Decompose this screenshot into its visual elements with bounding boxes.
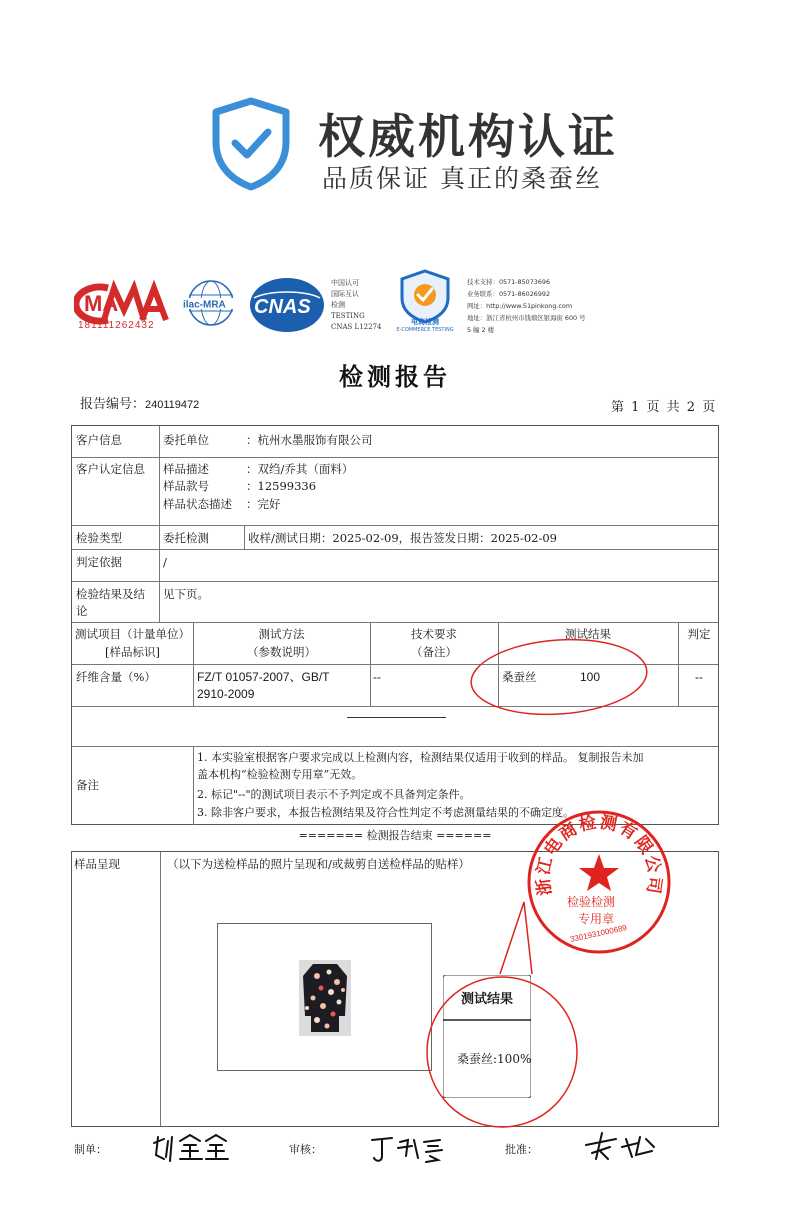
row-method: FZ/T 01057-2007、GB/T — [197, 670, 330, 684]
prepared-by-label: 制单： — [74, 1143, 107, 1156]
row-requirement: -- — [373, 670, 381, 684]
col-header-method: 测试方法 — [258, 627, 305, 641]
customer-confirm-label: 客户认定信息 — [76, 462, 145, 476]
contact-line: 地址：浙江省杭州市钱塘区银海街 600 号 — [467, 314, 586, 322]
accreditation-logos — [74, 268, 724, 338]
report-number-value: 240119472 — [145, 399, 200, 411]
reviewed-by-signature — [368, 1134, 446, 1164]
svg-text:ilac-MRA: ilac-MRA — [183, 299, 226, 311]
note-1-cont: 盖本机构“检验检测专用章”无效。 — [197, 768, 363, 781]
seal-line-2: 专用章 — [578, 912, 615, 926]
certification-text — [331, 278, 381, 333]
report-end-marker: ======= 检测报告结束 ====== — [298, 829, 492, 842]
svg-text:MA: MA — [84, 291, 119, 316]
row-judge: -- — [695, 670, 703, 684]
cert-line: 中国认可 — [331, 279, 359, 287]
col-header-item: 测试项目（计量单位） — [75, 627, 190, 641]
conclusion-label-cont: 论 — [76, 604, 88, 618]
contact-line: 业务联系：0571-86026992 — [467, 290, 551, 298]
svg-text:3301931000689: 3301931000689 — [569, 923, 628, 944]
customer-info-label: 客户信息 — [76, 433, 122, 447]
sample-state-label: 样品状态描述 — [163, 497, 232, 511]
col-header-requirement-sub: （备注） — [411, 645, 457, 659]
dates-text: 收样/测试日期：2025-02-09，报告签发日期：2025-02-09 — [248, 531, 557, 545]
col-header-method-sub: （参数说明） — [247, 645, 316, 659]
row-item: 纤维含量（%） — [76, 670, 156, 684]
contact-line: 5 幢 2 楼 — [467, 326, 495, 334]
reviewed-by-label: 审核： — [289, 1143, 322, 1156]
sample-no-label: 样品款号 — [163, 479, 209, 493]
ec-logo-label-en: E-COMMERCE TESTING — [396, 327, 454, 333]
basis-label: 判定依据 — [76, 555, 122, 569]
header-subtitle: 品质保证 真正的桑蚕丝 — [322, 164, 602, 193]
conclusion-label: 检验结果及结 — [76, 587, 145, 601]
seal-line-1: 检验检测 — [567, 895, 616, 909]
official-seal-stamp — [525, 808, 673, 956]
ec-logo-label: 电商检测 — [411, 318, 439, 326]
ilac-mra-logo-icon — [178, 278, 244, 328]
silk-blouse-image — [299, 960, 351, 1036]
svg-text:浙江电商检测有限公司: 浙江电商检测有限公司 — [533, 812, 665, 897]
result-card-title: 测试结果 — [460, 992, 513, 1007]
sample-desc-label: 样品描述 — [163, 462, 209, 476]
note-3: 3. 除非客户要求，本报告检测结果及符合性判定不考虑测量结果的不确定度。 — [197, 806, 574, 819]
note-2: 2. 标记"--"的测试项目表示不予判定或不具备判定条件。 — [197, 788, 471, 801]
conclusion-value: 见下页。 — [163, 587, 209, 601]
contact-info — [467, 276, 586, 336]
inspection-type-value: 委托检测 — [163, 531, 209, 545]
prepared-by-signature — [150, 1131, 230, 1163]
page-indicator: 第 1 页 共 2 页 — [611, 400, 716, 415]
cert-line: 检测 — [331, 301, 345, 309]
cert-line: CNAS L12274 — [331, 323, 382, 331]
notes-label: 备注 — [76, 778, 99, 792]
cert-line: TESTING — [331, 312, 365, 320]
approved-by-signature — [582, 1131, 660, 1163]
client-unit-label: 委托单位 — [163, 433, 209, 447]
header-title: 权威机构认证 — [318, 110, 618, 165]
row-method-cont: 2910-2009 — [197, 687, 255, 701]
contact-line: 网址：http://www.51pinkong.com — [467, 302, 573, 310]
sample-section-description: （以下为送检样品的照片呈现和/或裁剪自送检样品的贴样） — [167, 857, 470, 871]
svg-text:CNAS: CNAS — [254, 296, 311, 318]
basis-value: / — [163, 555, 167, 569]
sample-photo — [217, 923, 432, 1071]
report-number — [80, 393, 199, 412]
cnas-logo-icon — [248, 276, 326, 334]
col-header-judge: 判定 — [687, 627, 711, 641]
report-title: 检测报告 — [339, 362, 451, 391]
row-fiber-name: 桑蚕丝 — [502, 670, 537, 684]
row-fiber-value: 100 — [580, 670, 601, 684]
sample-desc-value: ：双绉/乔其（面料） — [246, 462, 354, 476]
report-table — [71, 425, 719, 825]
col-header-result: 测试结果 — [565, 627, 611, 641]
cma-number: 181111262432 — [78, 320, 155, 331]
sample-section-label: 样品呈现 — [74, 857, 120, 871]
result-card-value: 桑蚕丝:100% — [457, 1052, 532, 1066]
client-unit-value: ：杭州水墨服饰有限公司 — [246, 433, 373, 447]
sample-state-value: ：完好 — [246, 497, 281, 511]
approved-by-label: 批准： — [505, 1143, 538, 1156]
note-1: 1. 本实验室根据客户要求完成以上检测内容，检测结果仅适用于收到的样品。 复制报告未加 — [197, 751, 644, 764]
shield-check-icon — [210, 96, 292, 192]
col-header-item-sub: [样品标识] — [105, 645, 160, 659]
inspection-type-label: 检验类型 — [76, 531, 122, 545]
contact-line: 技术支持：0571-85073696 — [467, 278, 551, 286]
cert-line: 国际互认 — [331, 290, 359, 298]
sample-no-value: ：12599336 — [246, 479, 317, 493]
report-number-label: 报告编号： — [80, 397, 146, 412]
col-header-requirement: 技术要求 — [411, 627, 457, 641]
